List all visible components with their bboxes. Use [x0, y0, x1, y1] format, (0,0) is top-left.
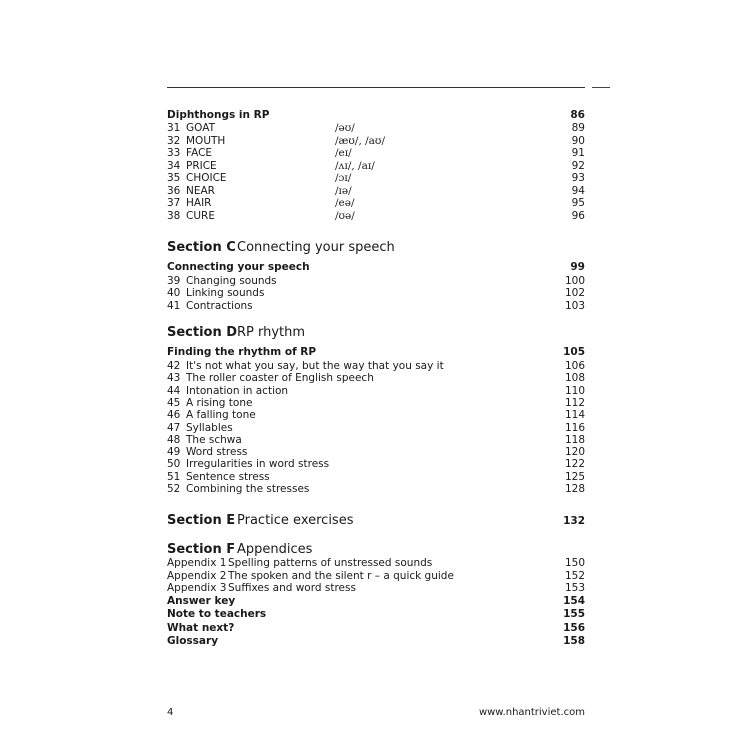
entry-number: 33: [167, 147, 181, 159]
toc-entry: [167, 422, 585, 434]
entry-page: 116: [564, 421, 585, 434]
subheading-page: 105: [563, 346, 585, 358]
entry-page: 122: [564, 458, 585, 471]
entry-number: 45: [167, 396, 181, 409]
entry-label: HAIR: [186, 197, 212, 209]
appendix-entry: [167, 582, 585, 594]
entry-label: CHOICE: [186, 172, 227, 184]
toc-entry: [167, 483, 585, 495]
toc-entry: [167, 446, 585, 458]
appendix-entry: [167, 570, 585, 582]
section-f-heading: [167, 542, 585, 558]
entry-label: PRICE: [186, 159, 217, 172]
section-title: Connecting your speech: [237, 240, 395, 255]
appendix-label: Appendix 3: [167, 582, 227, 594]
entry-label: GOAT: [186, 122, 215, 134]
extra-label: Glossary: [167, 635, 219, 647]
appendix-entry: [167, 557, 585, 569]
note-to-teachers-row: [167, 608, 585, 620]
entry-page: 103: [564, 299, 585, 312]
entry-ipa: /eə/: [335, 197, 355, 209]
entry-ipa: /ʊə/: [335, 209, 355, 222]
page-footer: [167, 707, 585, 719]
section-d-heading: [167, 325, 585, 341]
extra-page: 156: [563, 621, 585, 634]
section-page: 132: [563, 515, 585, 527]
extra-page: 158: [563, 635, 585, 647]
toc-entry: [167, 360, 585, 372]
entry-page: 120: [564, 446, 585, 459]
toc-entry: [167, 275, 585, 287]
toc-entry: [167, 197, 585, 209]
entry-page: 89: [571, 122, 585, 134]
section-name: Section C: [167, 240, 236, 255]
extra-page: 155: [563, 608, 585, 620]
section-c-subheading-row: [167, 261, 585, 273]
entry-page: 93: [571, 172, 585, 184]
entry-number: 47: [167, 421, 181, 434]
toc-entry: [167, 135, 585, 147]
entry-label: MOUTH: [186, 134, 226, 147]
entry-number: 42: [167, 360, 181, 372]
toc-entry: [167, 147, 585, 159]
extra-label: Note to teachers: [167, 608, 267, 620]
section-title: Practice exercises: [237, 513, 354, 528]
entry-label: Linking sounds: [186, 287, 265, 299]
entry-label: A rising tone: [186, 396, 253, 409]
entry-page: 128: [564, 483, 585, 495]
toc-entry: [167, 458, 585, 470]
entry-page: 91: [571, 147, 585, 159]
entry-label: Intonation in action: [186, 384, 289, 397]
entry-number: 50: [167, 458, 181, 471]
appendix-title: Suffixes and word stress: [228, 582, 356, 594]
entry-page: 94: [571, 184, 585, 197]
entry-ipa: /ʌɪ/, /aɪ/: [335, 159, 375, 172]
extra-label: Answer key: [167, 594, 236, 607]
entry-number: 41: [167, 299, 181, 312]
extra-page: 154: [563, 594, 585, 607]
entry-label: FACE: [186, 147, 213, 159]
entry-number: 39: [167, 274, 181, 287]
entry-ipa: /æʊ/, /aʊ/: [335, 134, 385, 147]
entry-label: Syllables: [186, 421, 233, 434]
entry-number: 49: [167, 446, 181, 459]
section-name: Section D: [167, 325, 238, 340]
entry-page: 106: [564, 360, 585, 372]
toc-entry: [167, 434, 585, 446]
section-c-heading: [167, 240, 585, 256]
appendix-page: 150: [564, 557, 585, 569]
footer-url: www.nhantriviet.com: [478, 707, 585, 718]
toc-entry: [167, 409, 585, 421]
entry-number: 44: [167, 384, 181, 397]
entry-label: CURE: [186, 209, 215, 222]
subheading: Connecting your speech: [167, 261, 310, 273]
toc-entry: [167, 160, 585, 172]
entry-label: Word stress: [186, 446, 248, 459]
entry-label: Contractions: [186, 299, 253, 312]
entry-page: 118: [564, 433, 585, 446]
toc-entry: [167, 471, 585, 483]
entry-number: 48: [167, 433, 181, 446]
entry-page: 96: [571, 209, 585, 222]
toc-entry: [167, 185, 585, 197]
subheading-page: 99: [570, 261, 585, 273]
header-rule-tick: [592, 87, 610, 88]
section-title: Appendices: [237, 542, 313, 557]
entry-label: NEAR: [186, 184, 215, 197]
entry-label: A falling tone: [186, 409, 256, 422]
diphthongs-heading-row: [167, 109, 585, 121]
entry-page: 110: [564, 384, 585, 397]
toc-entry: [167, 172, 585, 184]
entry-number: 32: [167, 134, 181, 147]
appendix-page: 152: [564, 569, 585, 582]
section-d-subheading-row: [167, 346, 585, 358]
entry-label: Sentence stress: [186, 470, 270, 483]
entry-label: It's not what you say, but the way that you say it: [186, 360, 444, 372]
entry-page: 92: [571, 159, 585, 172]
appendix-page: 153: [564, 582, 585, 594]
entry-ipa: /eɪ/: [335, 147, 352, 159]
appendix-label: Appendix 2: [167, 569, 227, 582]
entry-ipa: /ɪə/: [335, 184, 352, 197]
section-title: RP rhythm: [237, 325, 306, 340]
toc-entry: [167, 210, 585, 222]
entry-page: 90: [571, 134, 585, 147]
entry-number: 36: [167, 184, 181, 197]
appendix-title: Spelling patterns of unstressed sounds: [228, 557, 433, 569]
entry-ipa: /ɔɪ/: [335, 172, 352, 184]
entry-page: 95: [571, 197, 585, 209]
answer-key-row: [167, 595, 585, 607]
entry-label: Combining the stresses: [186, 483, 310, 495]
extra-label: What next?: [167, 621, 235, 634]
entry-number: 46: [167, 409, 181, 422]
toc-entry: [167, 122, 585, 134]
glossary-row: [167, 635, 585, 647]
diphthongs-page: 86: [570, 109, 585, 121]
entry-page: 114: [564, 409, 585, 422]
entry-ipa: /əʊ/: [335, 122, 355, 134]
page-number: 4: [167, 707, 174, 718]
entry-number: 38: [167, 209, 181, 222]
entry-page: 108: [564, 372, 585, 385]
toc-entry: [167, 372, 585, 384]
toc-entry: [167, 287, 585, 299]
entry-number: 35: [167, 172, 181, 184]
entry-number: 37: [167, 197, 181, 209]
appendix-label: Appendix 1: [167, 557, 227, 569]
entry-label: Changing sounds: [186, 274, 277, 287]
entry-page: 100: [564, 274, 585, 287]
toc-entry: [167, 385, 585, 397]
section-name: Section F: [167, 542, 236, 557]
section-e-heading: [167, 513, 585, 529]
entry-number: 51: [167, 470, 181, 483]
header-rule: [167, 87, 585, 88]
diphthongs-heading: Diphthongs in RP: [167, 109, 270, 121]
entry-page: 102: [564, 287, 585, 299]
entry-number: 52: [167, 483, 181, 495]
subheading: Finding the rhythm of RP: [167, 346, 317, 358]
entry-page: 112: [564, 396, 585, 409]
entry-number: 40: [167, 287, 181, 299]
what-next-row: [167, 622, 585, 634]
entry-label: The roller coaster of English speech: [186, 372, 374, 385]
entry-number: 43: [167, 372, 181, 385]
entry-label: Irregularities in word stress: [186, 458, 330, 471]
entry-number: 31: [167, 122, 181, 134]
toc-entry: [167, 397, 585, 409]
entry-number: 34: [167, 159, 181, 172]
section-name: Section E: [167, 513, 236, 528]
toc-entry: [167, 300, 585, 312]
entry-page: 125: [564, 470, 585, 483]
entry-label: The schwa: [186, 433, 242, 446]
appendix-title: The spoken and the silent r – a quick guide: [228, 569, 454, 582]
